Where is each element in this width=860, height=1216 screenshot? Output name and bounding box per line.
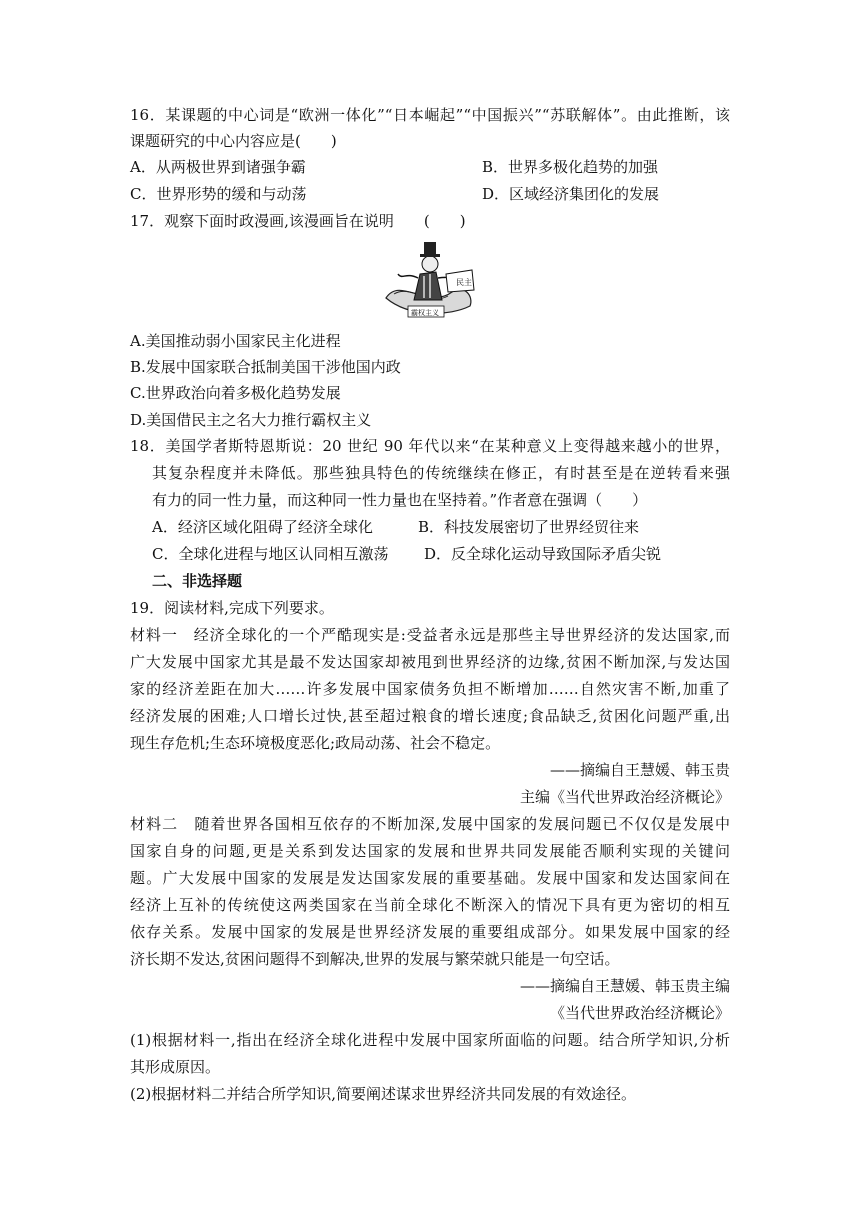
q19-material2-line1: 材料二 随着世界各国相互依存的不断加深,发展中国家的发展问题已不仅仅是发展中 bbox=[130, 815, 730, 833]
q17-stem: 17．观察下面时政漫画,该漫画旨在说明 ( ) bbox=[130, 212, 466, 230]
q17-option-b: B.发展中国家联合抵制美国干涉他国内政 bbox=[130, 358, 401, 376]
q18-stem-line3: 有力的同一性力量，而这种同一性力量也在坚持着。”作者意在强调（ ） bbox=[152, 491, 648, 509]
q19-material2-line4: 经济上互补的传统使这两类国家在当前全球化不断深入的情况下具有更为密切的相互 bbox=[130, 896, 730, 914]
q19-requirement1-line1: (1)根据材料一,指出在经济全球化进程中发展中国家所面临的问题。结合所学知识,分析 bbox=[130, 1031, 730, 1049]
q18-stem-line2: 其复杂程度并未降低。那些独具特色的传统继续在修正，有时甚至是在逆转看来强 bbox=[152, 464, 730, 482]
q18-stem-line1: 18．美国学者斯特恩斯说：20 世纪 90 年代以来“在某种意义上变得越来越小的世界， bbox=[130, 437, 730, 455]
q16-option-b: B．世界多极化趋势的加强 bbox=[482, 158, 659, 176]
q16-stem-line1: 16．某课题的中心词是“欧洲一体化”“日本崛起”“中国振兴”“苏联解体”。由此推断，该 bbox=[130, 106, 730, 124]
q19-material2-line2: 国家自身的问题,更是关系到发达国家的发展和世界共同发展能否顺利实现的关键问 bbox=[130, 842, 730, 860]
cartoon-label-democracy: 民主 bbox=[456, 278, 472, 287]
q19-material2-line6: 济长期不发达,贫困问题得不到解决,世界的发展与繁荣就只能是一句空话。 bbox=[130, 950, 620, 968]
q19-material2-source2: 《当代世界政治经济概论》 bbox=[549, 1004, 730, 1022]
q16-option-c: C．世界形势的缓和与动荡 bbox=[130, 185, 307, 203]
q18-option-a: A．经济区域化阻碍了经济全球化 bbox=[152, 518, 373, 536]
q19-material1-line2: 广大发展中国家尤其是最不发达国家却被甩到世界经济的边缘,贫困不断加深,与发达国 bbox=[130, 653, 730, 671]
q18-option-c: C．全球化进程与地区认同相互激荡 bbox=[152, 545, 389, 563]
q19-material1-line1: 材料一 经济全球化的一个严酷现实是:受益者永远是那些主导世界经济的发达国家,而 bbox=[130, 626, 730, 644]
q19-material1-source1: ——摘编自王慧媛、韩玉贵 bbox=[549, 761, 730, 779]
q19-requirement2: (2)根据材料二并结合所学知识,简要阐述谋求世界经济共同发展的有效途径。 bbox=[130, 1085, 637, 1103]
q19-material1-line4: 经济发展的困难;人口增长过快,甚至超过粮食的增长速度;食品缺乏,贫困化问题严重,出 bbox=[130, 707, 730, 725]
q19-material1-source2: 主编《当代世界政治经济概论》 bbox=[519, 788, 730, 806]
q16-stem-line2: 课题研究的中心内容应是( ) bbox=[130, 132, 337, 150]
q19-material2-source1: ——摘编自王慧媛、韩玉贵主编 bbox=[519, 977, 730, 995]
q16-option-d: D．区域经济集团化的发展 bbox=[482, 185, 660, 203]
cartoon-label-hegemonism: 霸权主义 bbox=[411, 309, 439, 317]
q18-option-b: B．科技发展密切了世界经贸往来 bbox=[418, 518, 640, 536]
q17-option-d: D.美国借民主之名大力推行霸权主义 bbox=[130, 411, 372, 429]
q18-option-d: D．反全球化运动导致国际矛盾尖锐 bbox=[424, 545, 662, 563]
political-cartoon-image bbox=[380, 236, 480, 320]
q19-material2-line5: 依存关系。发展中国家的发展是世界经济发展的重要组成部分。如果发展中国家的经 bbox=[130, 923, 730, 941]
q19-material1-line5: 现生存危机;生态环境极度恶化;政局动荡、社会不稳定。 bbox=[130, 734, 501, 752]
q17-option-a: A.美国推动弱小国家民主化进程 bbox=[130, 332, 341, 350]
q19-stem: 19．阅读材料,完成下列要求。 bbox=[130, 599, 334, 617]
section-title: 二、非选择题 bbox=[152, 572, 243, 590]
q19-material2-line3: 题。广大发展中国家的发展是发达国家发展的重要基础。发展中国家和发达国家间在 bbox=[130, 869, 730, 887]
q19-requirement1-line2: 其形成原因。 bbox=[130, 1058, 221, 1076]
q16-option-a: A．从两极世界到诸强争霸 bbox=[130, 158, 306, 176]
q19-material1-line3: 家的经济差距在加大……许多发展中国家债务负担不断增加……自然灾害不断,加重了 bbox=[130, 680, 730, 698]
q17-option-c: C.世界政治向着多极化趋势发展 bbox=[130, 384, 341, 402]
